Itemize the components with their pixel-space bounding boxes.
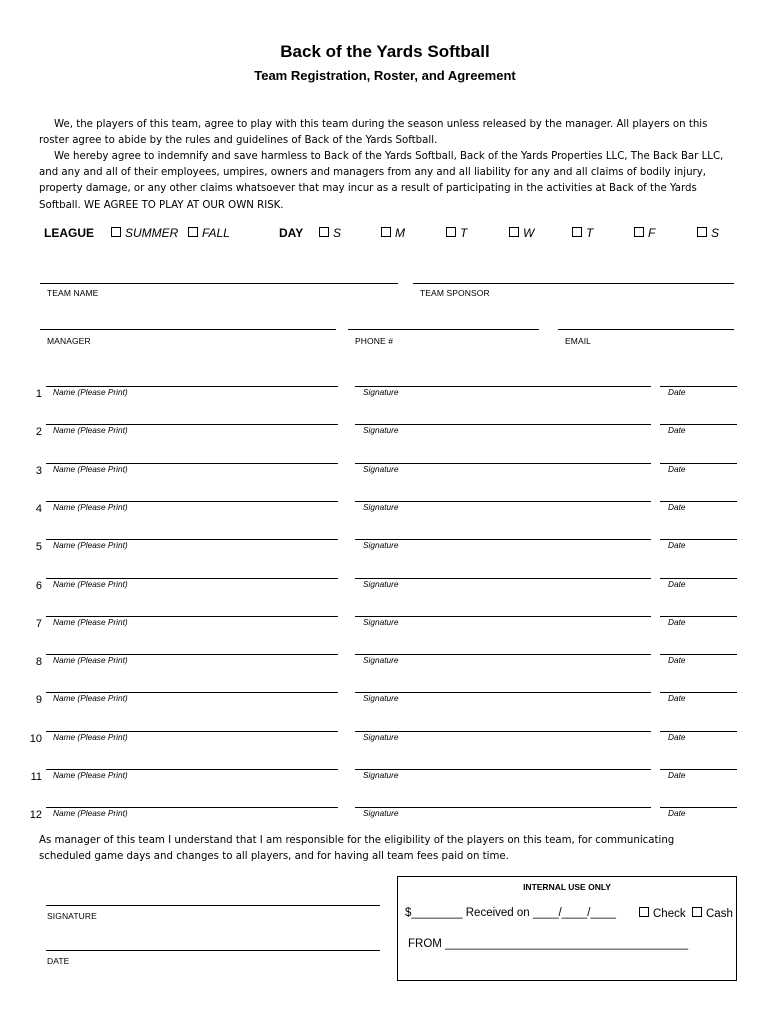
- day-option-label: T: [460, 226, 468, 240]
- player-name-caption: Name (Please Print): [53, 502, 128, 512]
- team-sponsor-line[interactable]: [413, 283, 734, 284]
- day-option[interactable]: [319, 226, 341, 240]
- payment-cash-option[interactable]: [692, 907, 733, 920]
- fall-checkbox[interactable]: [188, 227, 198, 237]
- row-number: 6: [35, 580, 42, 592]
- row-number: 7: [35, 618, 42, 630]
- manager-statement: As manager of this team I understand that I am responsible for the eligibility of the players on this team, for communicating scheduled game days and changes to all players, and for having all team fees paid on time.: [39, 835, 675, 863]
- player-signature-caption: Signature: [363, 732, 399, 742]
- player-signature-line[interactable]: [355, 692, 651, 693]
- row-number: 11: [30, 771, 42, 783]
- player-date-caption: Date: [668, 693, 686, 703]
- day-option[interactable]: [446, 226, 467, 240]
- internal-use-box: [397, 876, 737, 981]
- manager-line[interactable]: [40, 329, 336, 330]
- manager-caption: MANAGER: [47, 336, 91, 346]
- player-signature-line[interactable]: [355, 769, 651, 770]
- player-signature-line[interactable]: [355, 463, 651, 464]
- player-date-caption: Date: [668, 502, 686, 512]
- player-signature-line[interactable]: [355, 807, 651, 808]
- internal-use-title: INTERNAL USE ONLY: [523, 882, 611, 892]
- form-subtitle: Team Registration, Roster, and Agreement: [254, 68, 516, 83]
- league-option-label: SUMMER: [125, 226, 179, 240]
- team-sponsor-caption: TEAM SPONSOR: [420, 288, 490, 298]
- player-name-caption: Name (Please Print): [53, 617, 128, 627]
- player-signature-line[interactable]: [355, 654, 651, 655]
- form-title: Back of the Yards Softball: [280, 42, 490, 61]
- player-signature-line[interactable]: [355, 424, 651, 425]
- payment-check-option[interactable]: [639, 907, 686, 920]
- player-name-caption: Name (Please Print): [53, 770, 128, 780]
- player-date-caption: Date: [668, 540, 686, 550]
- row-number: 5: [35, 541, 42, 553]
- manager-date-line[interactable]: [46, 950, 380, 951]
- player-name-caption: Name (Please Print): [53, 655, 128, 665]
- day-label: DAY: [279, 226, 304, 240]
- player-name-caption: Name (Please Print): [53, 425, 128, 435]
- player-signature-caption: Signature: [363, 464, 399, 474]
- cash-label: Cash: [706, 908, 733, 920]
- player-name-caption: Name (Please Print): [53, 540, 128, 550]
- league-option-label: FALL: [202, 226, 230, 240]
- player-date-caption: Date: [668, 655, 686, 665]
- player-signature-caption: Signature: [363, 617, 399, 627]
- player-signature-line[interactable]: [355, 386, 651, 387]
- agreement-paragraph-2: We hereby agree to indemnify and save harmless to Back of the Yards Softball, Back of the Yards Properties LLC, The Back Bar LLC, and any and all of their employees, umpires, owners and managers from any and all liability for any and all claims of bodily injury, property damage, or any other claims whatsoever that may incur as a result of participating in the activities at Back of the Yards Softball. WE AGREE TO PLAY AT OUR OWN RISK.: [39, 151, 724, 211]
- summer-checkbox[interactable]: [111, 227, 121, 237]
- day-option[interactable]: [634, 226, 655, 240]
- player-name-caption: Name (Please Print): [53, 579, 128, 589]
- player-name-caption: Name (Please Print): [53, 732, 128, 742]
- from-line[interactable]: FROM ______________________________________: [408, 938, 689, 950]
- phone-caption: PHONE #: [355, 336, 394, 346]
- player-signature-caption: Signature: [363, 693, 399, 703]
- email-line[interactable]: [558, 329, 734, 330]
- day-option-label: T: [586, 226, 594, 240]
- row-number: 10: [29, 733, 42, 745]
- day-checkbox[interactable]: [446, 227, 456, 237]
- player-signature-line[interactable]: [355, 539, 651, 540]
- player-date-caption: Date: [668, 464, 686, 474]
- player-signature-caption: Signature: [363, 425, 399, 435]
- day-option[interactable]: [381, 226, 405, 240]
- day-option[interactable]: [509, 226, 534, 240]
- player-date-caption: Date: [668, 770, 686, 780]
- day-option-label: S: [333, 226, 342, 240]
- day-option-label: W: [523, 226, 535, 240]
- row-number: 1: [35, 388, 42, 400]
- player-signature-line[interactable]: [355, 616, 651, 617]
- player-signature-line[interactable]: [355, 501, 651, 502]
- day-checkbox[interactable]: [381, 227, 391, 237]
- player-signature-caption: Signature: [363, 502, 399, 512]
- check-label: Check: [653, 908, 686, 920]
- player-name-caption: Name (Please Print): [53, 808, 128, 818]
- row-number: 12: [29, 809, 42, 821]
- player-signature-caption: Signature: [363, 655, 399, 665]
- player-signature-caption: Signature: [363, 808, 399, 818]
- day-checkbox[interactable]: [509, 227, 519, 237]
- player-signature-caption: Signature: [363, 540, 399, 550]
- player-date-caption: Date: [668, 732, 686, 742]
- agreement-paragraph-1: We, the players of this team, agree to play with this team during the season unless released by the manager. All players on this roster agree to abide by the rules and guidelines of Back of the Yards Softball.: [39, 119, 708, 147]
- player-signature-caption: Signature: [363, 770, 399, 780]
- check-checkbox[interactable]: [639, 907, 649, 917]
- day-option[interactable]: [572, 226, 593, 240]
- league-option-fall[interactable]: [188, 226, 230, 240]
- day-option[interactable]: [697, 226, 719, 240]
- player-name-caption: Name (Please Print): [53, 464, 128, 474]
- manager-signature-line[interactable]: [46, 905, 380, 906]
- player-signature-caption: Signature: [363, 579, 399, 589]
- day-option-label: M: [395, 226, 405, 240]
- row-number: 9: [35, 694, 42, 706]
- row-number: 8: [35, 656, 42, 668]
- day-option-label: S: [711, 226, 720, 240]
- player-name-caption: Name (Please Print): [53, 387, 128, 397]
- league-label: LEAGUE: [44, 226, 95, 240]
- day-checkbox[interactable]: [572, 227, 582, 237]
- day-checkbox[interactable]: [319, 227, 329, 237]
- player-signature-caption: Signature: [363, 387, 399, 397]
- phone-line[interactable]: [348, 329, 539, 330]
- player-signature-line[interactable]: [355, 731, 651, 732]
- row-number: 3: [35, 465, 42, 477]
- day-checkbox[interactable]: [697, 227, 707, 237]
- date-caption: DATE: [47, 956, 70, 966]
- email-caption: EMAIL: [565, 336, 592, 346]
- player-date-caption: Date: [668, 808, 686, 818]
- day-option-label: F: [648, 226, 656, 240]
- player-date-caption: Date: [668, 579, 686, 589]
- received-line[interactable]: $________ Received on ____/____/____: [405, 907, 617, 919]
- player-date-caption: Date: [668, 617, 686, 627]
- team-name-caption: TEAM NAME: [47, 288, 99, 298]
- signature-caption: SIGNATURE: [47, 911, 97, 921]
- team-name-line[interactable]: [40, 283, 398, 284]
- league-option-summer[interactable]: [111, 226, 178, 240]
- player-name-caption: Name (Please Print): [53, 693, 128, 703]
- row-number: 2: [35, 426, 42, 438]
- player-signature-line[interactable]: [355, 578, 651, 579]
- player-date-caption: Date: [668, 387, 686, 397]
- day-checkbox[interactable]: [634, 227, 644, 237]
- player-date-caption: Date: [668, 425, 686, 435]
- row-number: 4: [35, 503, 42, 515]
- cash-checkbox[interactable]: [692, 907, 702, 917]
